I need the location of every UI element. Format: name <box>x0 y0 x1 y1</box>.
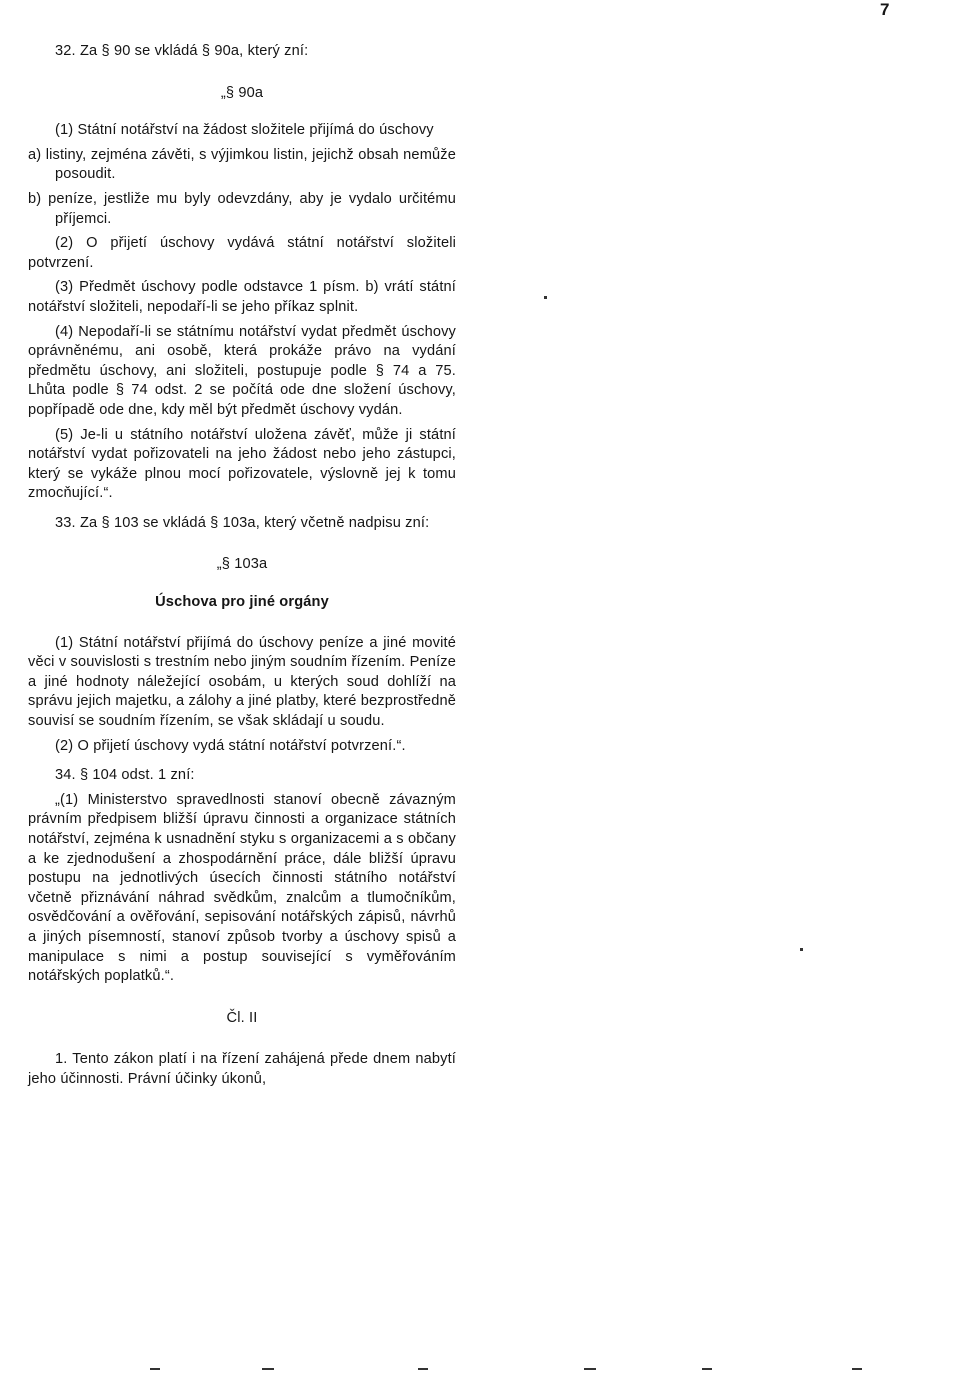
section-90a-paragraph-2: (2) O přijetí úschovy vydává státní notářství složiteli potvrzení. <box>28 235 456 271</box>
article-2-paragraph-1: 1. Tento zákon platí i na řízení zahájená přede dnem nabytí jeho účinnosti. Právní účinky úkonů, <box>28 1051 456 1087</box>
scan-artifact <box>544 296 547 299</box>
section-90a-paragraph-5: (5) Je-li u státního notářství uložena závěť, může ji státní notářství vydat pořizovateli na jeho žádost nebo jeho zástupci, který se vykáže plnou mocí pořizovatele, výslovně jej k tomu zmocňující.“. <box>28 426 456 502</box>
section-90a-item-b: b) peníze, jestliže mu byly odevzdány, aby je vydalo určitému příjemci. <box>28 190 456 227</box>
section-90a-item-a: a) listiny, zejména závěti, s výjimkou listin, jejichž obsah nemůže posoudit. <box>28 146 456 183</box>
item-34-intro: 34. § 104 odst. 1 zní: <box>55 767 195 784</box>
section-103a-heading: „§ 103a <box>216 556 268 573</box>
scan-artifact <box>800 948 803 951</box>
item-33-intro: 33. Za § 103 se vkládá § 103a, který včetně nadpisu zní: <box>55 514 430 531</box>
section-104-paragraph-1: „(1) Ministerstvo spravedlnosti stanoví obecně závazným právním předpisem bližší úpravu činnosti a organizace státních notářství, zejména k usnadnění styku s organizacemi a s občany a ke zjednodušení a zhospodárnění práce, dále bližší úpravu postupu na jednotlivých úsecích činnosti státního notářství včetně přiznávání náhrad svědkům, znalcům a tlumočníkům, osvědčování a ověřování, sepisování notářských zápisů, návrhů a jiných písemností, stanoví způsob tvorby a úschovy spisů a manipulace s nimi a postup související s vyměřováním notářských poplatků.“. <box>28 791 456 985</box>
scan-artifact <box>584 1368 596 1370</box>
section-90a-paragraph-4: (4) Nepodaří-li se státnímu notářství vydat předmět úschovy oprávněnému, ani osobě, která prokáže právo na vydání předmětu úschovy, ani složiteli, postupuje podle § 74 a 75. Lhůta podle § 74 odst. 2 se počítá ode dne složení úschovy, popřípadě ode dne, kdy měl být předmět úschovy vydán. <box>28 323 456 418</box>
text-column <box>28 42 456 1095</box>
section-90a-paragraph-3: (3) Předmět úschovy podle odstavce 1 písm. b) vrátí státní notářství složiteli, nepodaří-li se jeho příkaz splnit. <box>28 279 456 315</box>
item-32-intro: 32. Za § 90 se vkládá § 90a, který zní: <box>55 43 309 59</box>
page-number: 7 <box>880 0 890 19</box>
section-90a-paragraph-1: (1) Státní notářství na žádost složitele přijímá do úschovy <box>55 122 434 139</box>
article-heading: Čl. II <box>226 1009 258 1026</box>
scan-artifact <box>262 1368 274 1370</box>
scan-artifact <box>418 1368 428 1370</box>
section-103a-paragraph-1: (1) Státní notářství přijímá do úschovy peníze a jiné movité věci v souvislosti s trestním nebo jiným soudním řízením. Peníze a jiné hodnoty náležející osobám, u kterých soud dohlíží na správu jejich majetku, a zálohy a jiné platby, které bezprostředně souvisí se soudním řízením, se však skládají u soudu. <box>28 634 456 730</box>
scan-artifact <box>150 1368 160 1370</box>
scan-artifact <box>852 1368 862 1370</box>
scan-artifact <box>702 1368 712 1370</box>
section-90a-heading: „§ 90a <box>220 84 264 101</box>
section-103a-title: Úschova pro jiné orgány <box>155 594 329 611</box>
section-103a-paragraph-2: (2) O přijetí úschovy vydá státní notářství potvrzení.“. <box>55 737 406 754</box>
